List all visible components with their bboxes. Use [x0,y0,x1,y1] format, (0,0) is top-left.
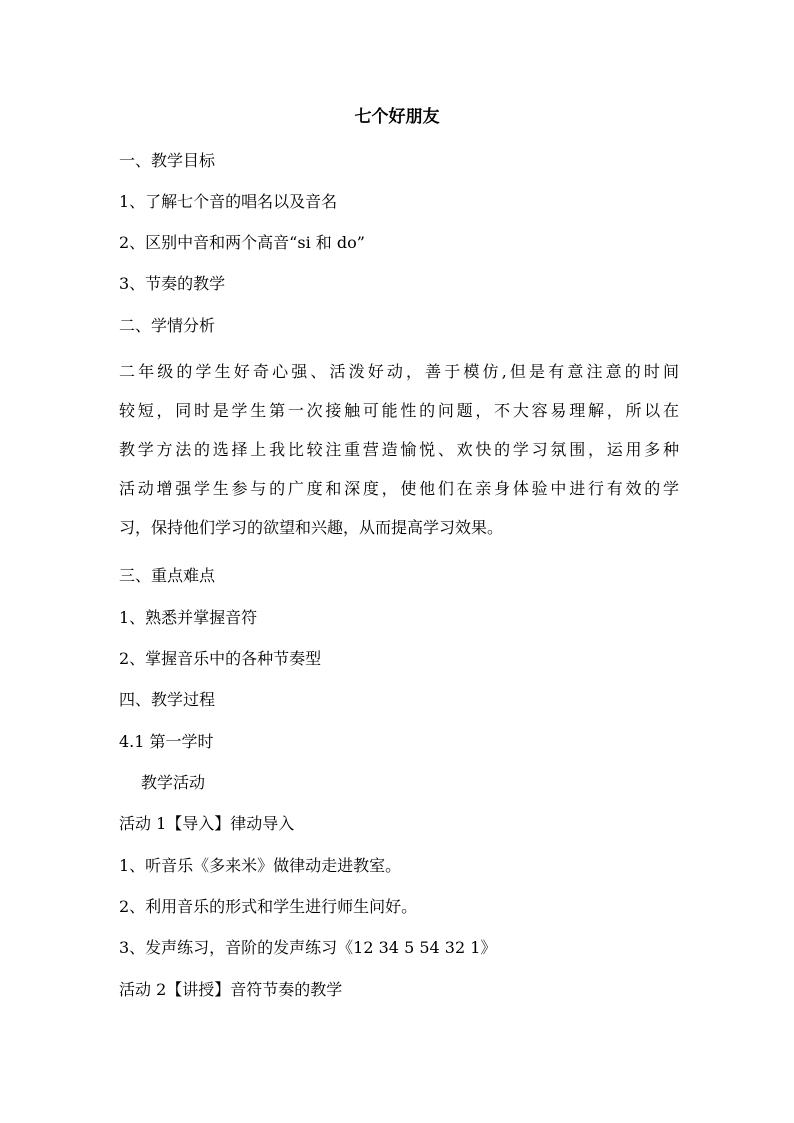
paragraph-line: 活动增强学生参与的广度和深度，使他们在亲身体验中进行有效的学 [119,479,679,498]
activity-1-step-2: 2、利用音乐的形式和学生进行师生问好。 [119,897,418,916]
section-heading-analysis: 二、学情分析 [119,316,216,335]
teaching-activities-label: 教学活动 [141,773,206,792]
key-point-item-1: 1、熟悉并掌握音符 [119,608,258,627]
activity-1-step-1: 1、听音乐《多来米》做律动走进教室。 [119,856,402,875]
paragraph-line: 习，保持他们学习的欲望和兴趣，从而提高学习效果。 [119,518,504,537]
activity-1-heading: 活动 1【导入】律动导入 [119,814,295,833]
objective-item-3: 3、节奏的教学 [119,274,226,293]
paragraph-line: 教学方法的选择上我比较注重营造愉悦、欢快的学习氛围，运用多种 [119,440,679,459]
section-heading-key-points: 三、重点难点 [119,566,216,585]
activity-2-heading: 活动 2【讲授】音符节奏的教学 [119,980,343,999]
subsection-heading-lesson-1: 4.1 第一学时 [119,732,214,751]
key-point-item-2: 2、掌握音乐中的各种节奏型 [119,649,322,668]
paragraph-line: 较短，同时是学生第一次接触可能性的问题，不大容易理解，所以在 [119,401,679,420]
section-heading-objectives: 一、教学目标 [119,151,216,170]
objective-item-1: 1、了解七个音的唱名以及音名 [119,192,338,211]
analysis-paragraph [119,352,679,547]
objective-item-2: 2、区别中音和两个高音“si 和 do” [119,233,365,252]
paragraph-line: 二年级的学生好奇心强、活泼好动，善于模仿,但是有意注意的时间 [119,362,679,381]
section-heading-process: 四、教学过程 [119,690,216,709]
document-title: 七个好朋友 [354,107,440,127]
activity-1-step-3: 3、发声练习，音阶的发声练习《12 34 5 54 32 1》 [119,938,497,957]
